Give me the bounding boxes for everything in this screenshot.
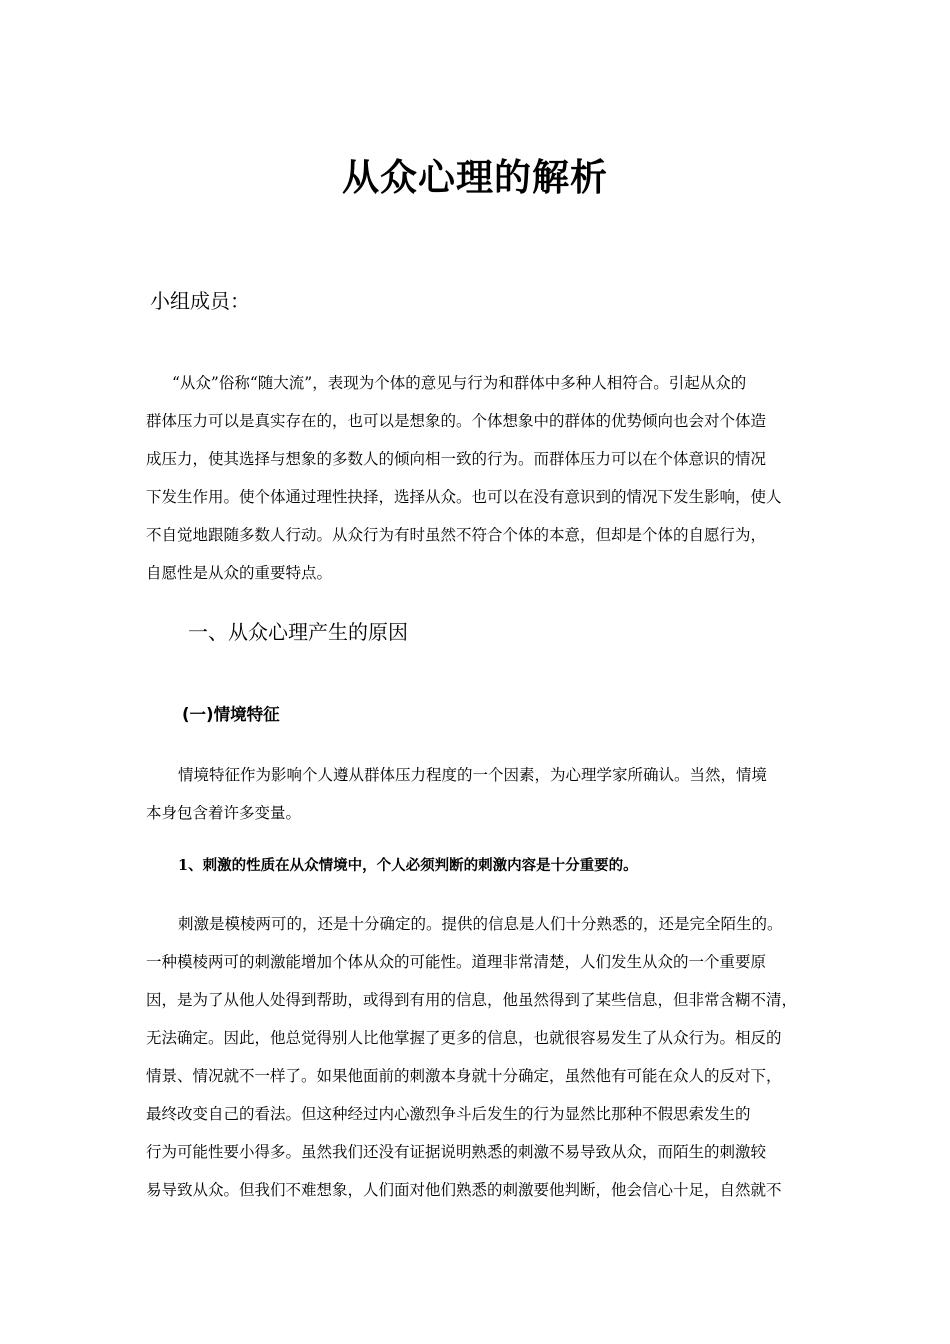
paragraph-line: 群体压力可以是真实存在的，也可以是想象的。个体想象中的群体的优势倾向也会对个体造 [146,412,767,430]
paragraph-line: 因，是为了从他人处得到帮助，或得到有用的信息，他虽然得到了某些信息，但非常含糊不清， [146,991,798,1009]
paragraph-line: 自愿性是从众的重要特点。 [146,564,333,582]
paragraph-line: 一种模棱两可的刺激能增加个体从众的可能性。道理非常清楚，人们发生从众的一个重要原 [146,953,767,971]
point-heading: 1、刺激的性质在从众情境中，个人必须判断的刺激内容是十分重要的。 [178,857,638,874]
paragraph-line: 最终改变自己的看法。但这种经过内心激烈争斗后发生的行为显然比那种不假思索发生的 [146,1105,751,1123]
subsection-heading: (一)情境特征 [182,705,280,724]
paragraph-line: 易导致从众。但我们不难想象，人们面对他们熟悉的刺激要他判断，他会信心十足，自然就不 [146,1181,782,1199]
paragraph-line: 行为可能性要小得多。虽然我们还没有证据说明熟悉的刺激不易导致从众，而陌生的刺激较 [146,1143,767,1161]
document-title: 从众心理的解析 [342,156,608,199]
section-heading: 一、从众心理产生的原因 [188,620,408,644]
paragraph-line: 情景、情况就不一样了。如果他面前的刺激本身就十分确定，虽然他有可能在众人的反对下， [146,1067,782,1085]
paragraph-line: 本身包含着许多变量。 [146,804,302,822]
paragraph-line: “从众”俗称“随大流”，表现为个体的意见与行为和群体中多种人相符合。引起从众的 [172,374,747,392]
paragraph-line: 不自觉地跟随多数人行动。从众行为有时虽然不符合个体的本意，但却是个体的自愿行为， [146,526,767,544]
paragraph-line: 无法确定。因此，他总觉得别人比他掌握了更多的信息，也就很容易发生了从众行为。相反的 [146,1029,782,1047]
paragraph-line: 下发生作用。使个体通过理性抉择，选择从众。也可以在没有意识到的情况下发生影响，使人 [146,488,782,506]
paragraph-line: 刺激是模棱两可的，还是十分确定的。提供的信息是人们十分熟悉的，还是完全陌生的。 [178,915,783,933]
paragraph-line: 情境特征作为影响个人遵从群体压力程度的一个因素，为心理学家所确认。当然，情境 [178,766,768,784]
group-members-label: 小组成员： [150,289,250,313]
paragraph-line: 成压力，使其选择与想象的多数人的倾向相一致的行为。而群体压力可以在个体意识的情况 [146,450,767,468]
